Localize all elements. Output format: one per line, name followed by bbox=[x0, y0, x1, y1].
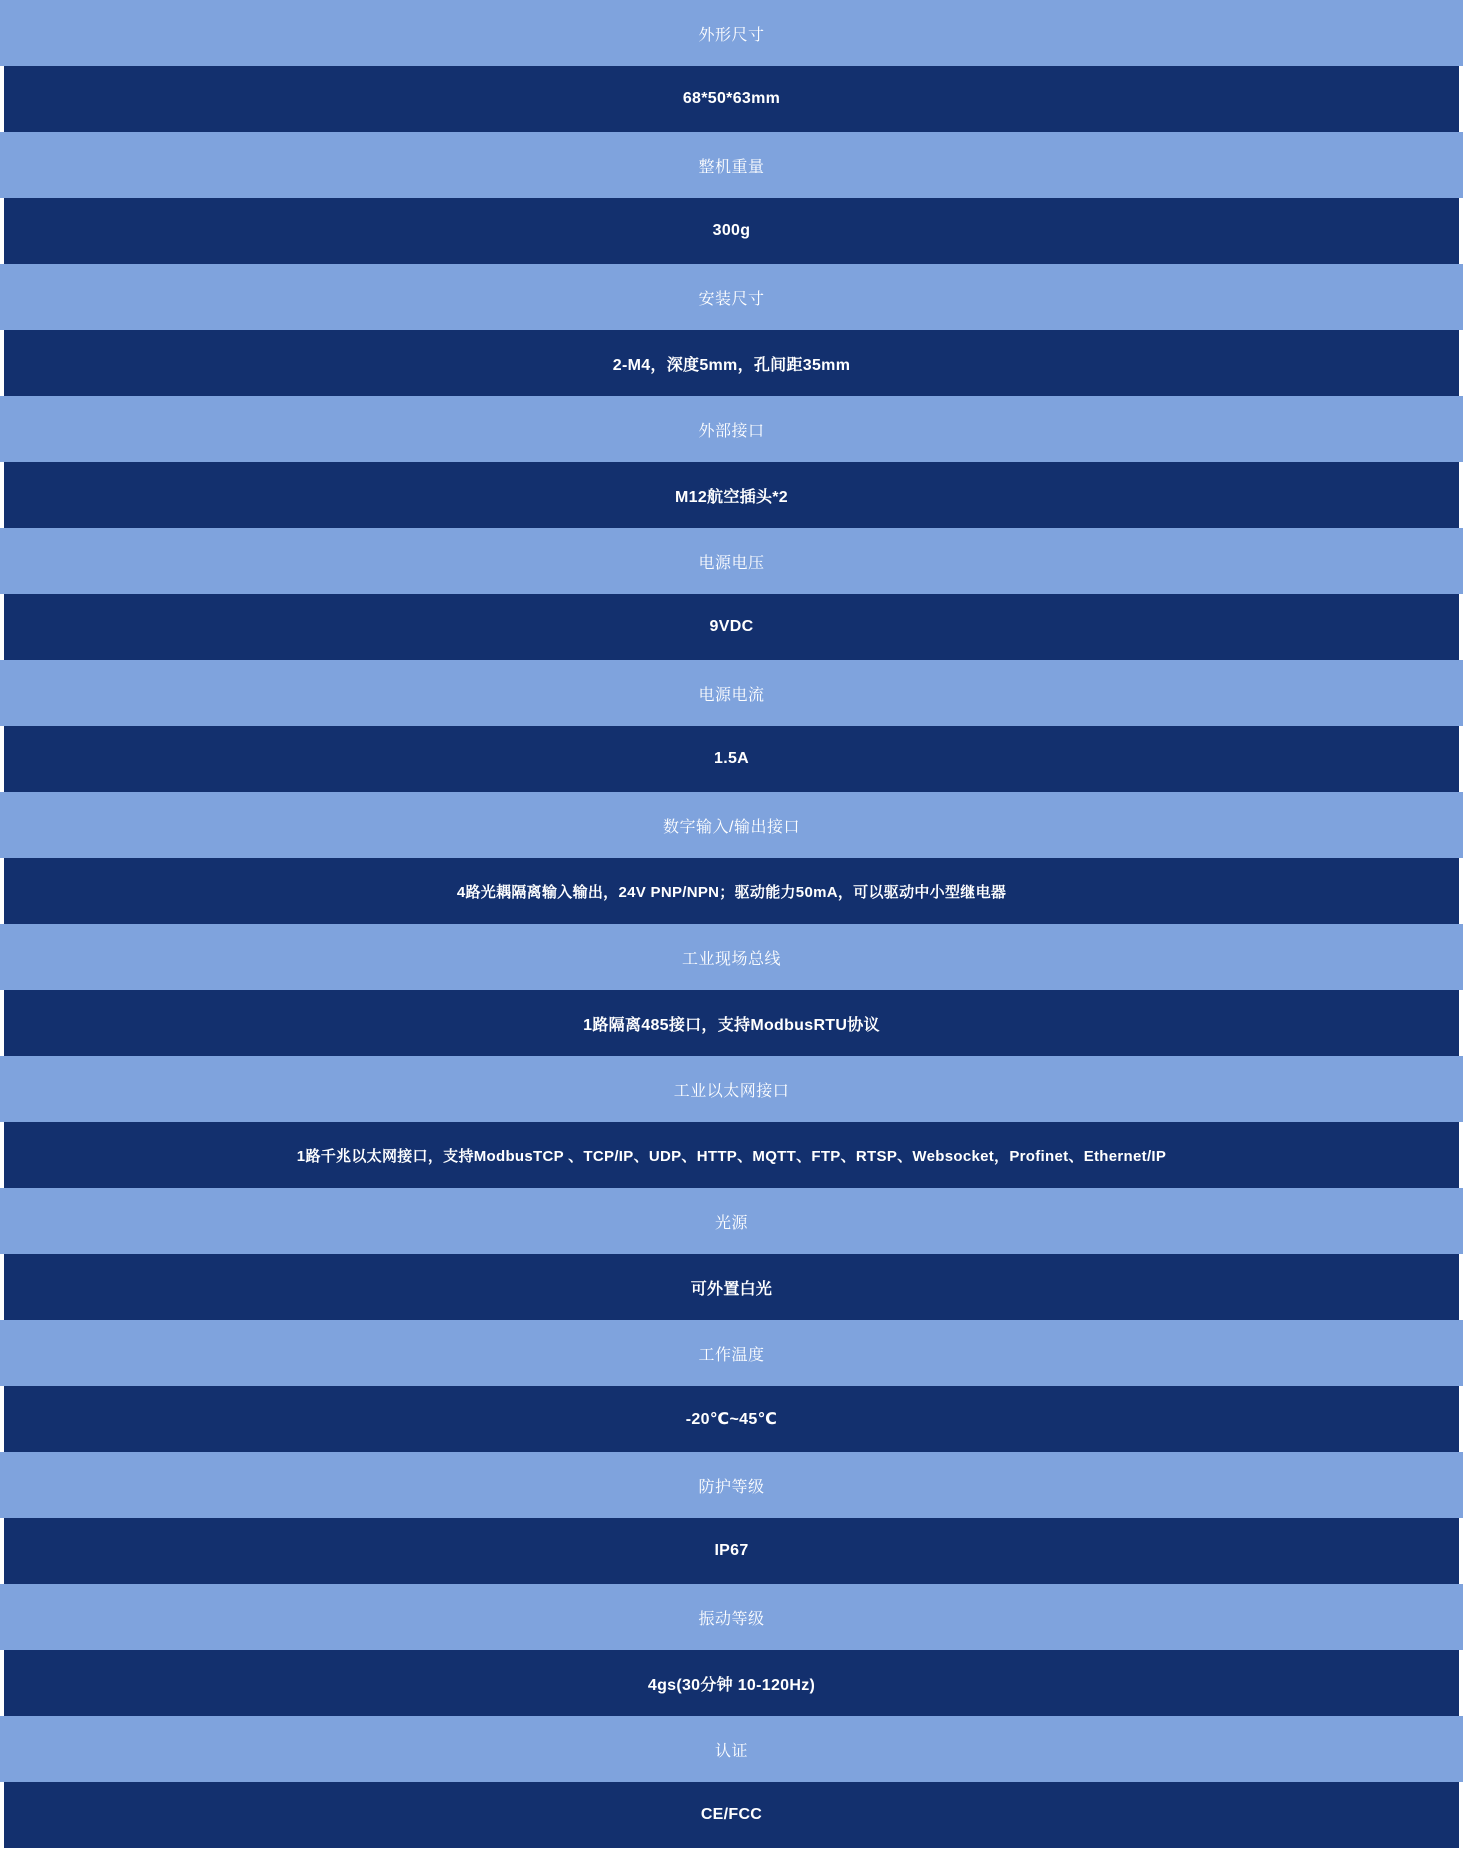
spec-label-row bbox=[0, 660, 1463, 726]
spec-label-text: 电源电压 bbox=[698, 554, 765, 572]
spec-label-text: 工业现场总线 bbox=[681, 950, 781, 968]
spec-value-text: 1路千兆以太网接口，支持ModbusTCP 、TCP/IP、UDP、HTTP、MQTT、FTP、RTSP、Websocket，Profinet、Ethernet/IP bbox=[296, 1147, 1167, 1165]
spec-value-row bbox=[4, 330, 1459, 396]
spec-label-text: 数字输入/输出接口 bbox=[663, 818, 800, 836]
spec-label-text: 振动等级 bbox=[698, 1610, 765, 1628]
spec-label-text: 安装尺寸 bbox=[698, 290, 765, 308]
spec-value-text: 4gs(30分钟 10-120Hz) bbox=[647, 1676, 816, 1694]
spec-label-text: 外形尺寸 bbox=[698, 26, 765, 44]
spec-label-row bbox=[0, 132, 1463, 198]
spec-value-text: 9VDC bbox=[709, 618, 754, 635]
spec-label-text: 光源 bbox=[714, 1214, 748, 1232]
spec-value-text: IP67 bbox=[714, 1542, 749, 1559]
spec-label-row bbox=[0, 1716, 1463, 1782]
spec-value-row bbox=[4, 1386, 1459, 1452]
spec-value-text: 4路光耦隔离输入输出，24V PNP/NPN；驱动能力50mA，可以驱动中小型继电器 bbox=[456, 883, 1007, 901]
spec-value-text: 可外置白光 bbox=[690, 1280, 773, 1298]
spec-value-row bbox=[4, 1122, 1459, 1188]
spec-value-row bbox=[4, 858, 1459, 924]
spec-label-text: 工作温度 bbox=[698, 1346, 765, 1364]
spec-label-text: 防护等级 bbox=[698, 1478, 765, 1496]
spec-value-row bbox=[4, 1782, 1459, 1848]
spec-label-text: 外部接口 bbox=[698, 422, 765, 440]
spec-label-row bbox=[0, 1452, 1463, 1518]
spec-value-row bbox=[4, 594, 1459, 660]
spec-label-row bbox=[0, 528, 1463, 594]
spec-value-text: CE/FCC bbox=[700, 1806, 763, 1823]
spec-value-text: M12航空插头*2 bbox=[675, 488, 788, 506]
spec-label-row bbox=[0, 0, 1463, 66]
spec-label-row bbox=[0, 1188, 1463, 1254]
spec-value-row bbox=[4, 66, 1459, 132]
spec-label-row bbox=[0, 1056, 1463, 1122]
spec-value-text: 1路隔离485接口，支持ModbusRTU协议 bbox=[583, 1016, 880, 1034]
spec-value-text: -20℃~45℃ bbox=[685, 1411, 778, 1428]
spec-value-row bbox=[4, 726, 1459, 792]
spec-label-row bbox=[0, 396, 1463, 462]
spec-label-text: 整机重量 bbox=[698, 158, 765, 176]
spec-label-row bbox=[0, 1320, 1463, 1386]
spec-value-text: 1.5A bbox=[714, 750, 749, 767]
spec-value-row bbox=[4, 1650, 1459, 1716]
spec-label-text: 电源电流 bbox=[698, 686, 765, 704]
spec-label-text: 工业以太网接口 bbox=[673, 1082, 790, 1100]
spec-label-row bbox=[0, 1584, 1463, 1650]
spec-value-text: 2-M4，深度5mm，孔间距35mm bbox=[612, 356, 851, 374]
spec-label-row bbox=[0, 792, 1463, 858]
spec-value-row bbox=[4, 198, 1459, 264]
spec-label-row bbox=[0, 264, 1463, 330]
spec-value-row bbox=[4, 990, 1459, 1056]
spec-value-row bbox=[4, 1254, 1459, 1320]
spec-label-text: 认证 bbox=[714, 1742, 748, 1760]
spec-label-row bbox=[0, 924, 1463, 990]
spec-value-text: 68*50*63mm bbox=[682, 90, 781, 107]
spec-value-text: 300g bbox=[712, 222, 751, 239]
spec-value-row bbox=[4, 462, 1459, 528]
spec-value-row bbox=[4, 1518, 1459, 1584]
